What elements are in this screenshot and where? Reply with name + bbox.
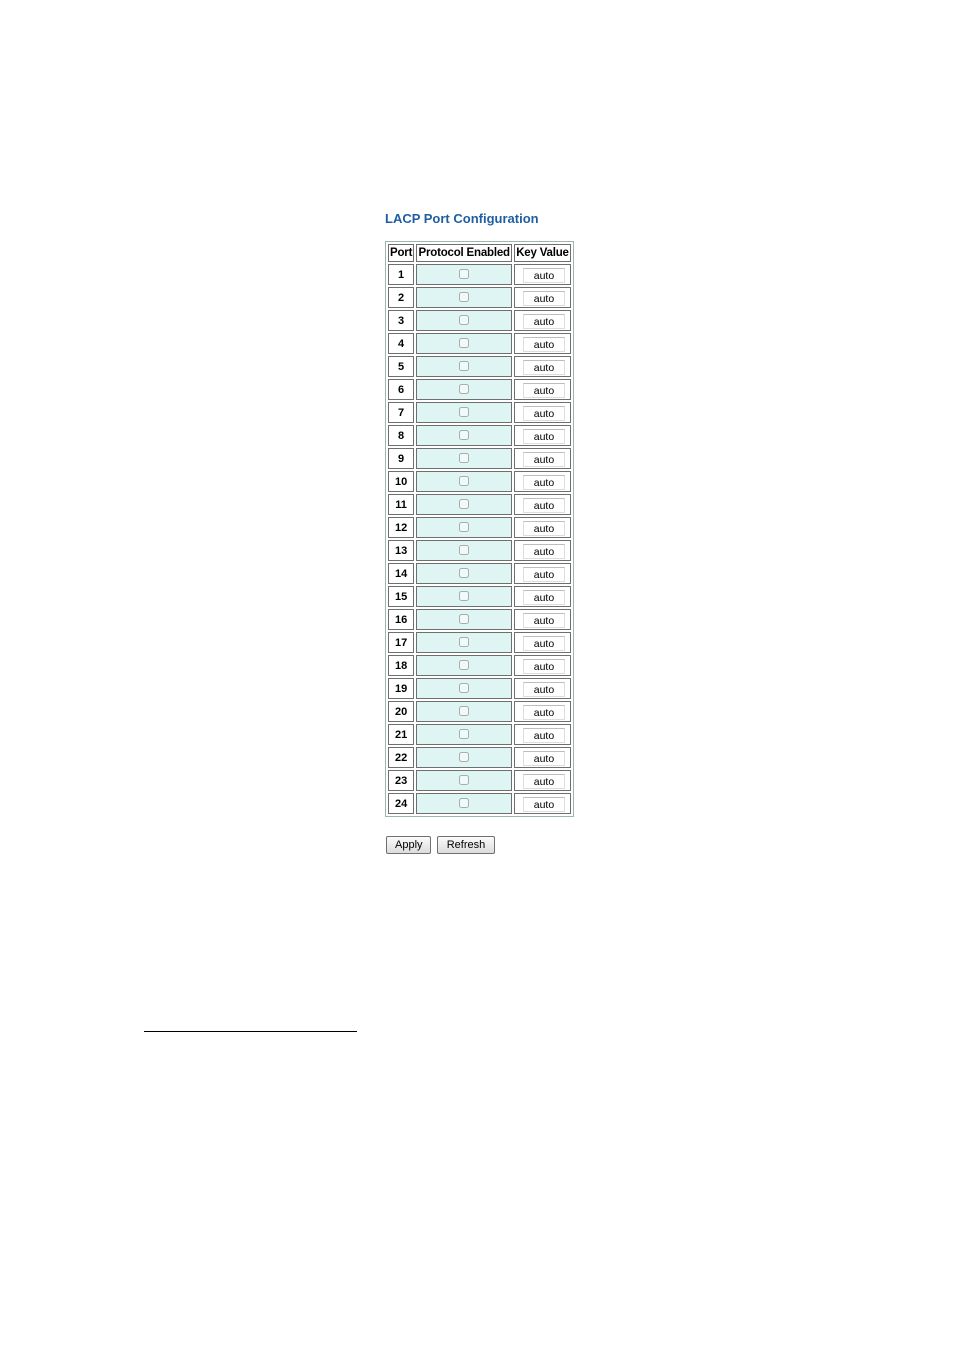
protocol-enabled-checkbox[interactable] <box>459 453 469 463</box>
port-number-cell: 24 <box>388 793 414 814</box>
refresh-button[interactable]: Refresh <box>437 836 495 854</box>
table-header-row <box>388 244 571 262</box>
protocol-enabled-cell <box>416 632 512 653</box>
key-value-input[interactable] <box>523 268 565 283</box>
port-number-cell: 5 <box>388 356 414 377</box>
key-value-input[interactable] <box>523 475 565 490</box>
protocol-enabled-checkbox[interactable] <box>459 384 469 394</box>
protocol-enabled-checkbox[interactable] <box>459 752 469 762</box>
protocol-enabled-checkbox[interactable] <box>459 637 469 647</box>
key-value-cell <box>514 724 571 745</box>
table-row <box>388 770 571 791</box>
key-value-cell <box>514 356 571 377</box>
key-value-cell <box>514 632 571 653</box>
protocol-enabled-checkbox[interactable] <box>459 269 469 279</box>
table-row <box>388 494 571 515</box>
table-body <box>388 264 571 814</box>
key-value-column-header: Key Value <box>514 244 571 262</box>
key-value-input[interactable] <box>523 383 565 398</box>
protocol-enabled-cell <box>416 379 512 400</box>
key-value-input[interactable] <box>523 682 565 697</box>
protocol-enabled-cell <box>416 402 512 423</box>
key-value-input[interactable] <box>523 636 565 651</box>
table-row <box>388 264 571 285</box>
key-value-cell <box>514 333 571 354</box>
port-number-cell: 13 <box>388 540 414 561</box>
protocol-enabled-checkbox[interactable] <box>459 476 469 486</box>
table-row <box>388 724 571 745</box>
key-value-input[interactable] <box>523 498 565 513</box>
table-row <box>388 356 571 377</box>
protocol-enabled-checkbox[interactable] <box>459 706 469 716</box>
key-value-input[interactable] <box>523 774 565 789</box>
protocol-enabled-cell <box>416 563 512 584</box>
protocol-enabled-checkbox[interactable] <box>459 568 469 578</box>
port-column-header: Port <box>388 244 414 262</box>
key-value-input[interactable] <box>523 360 565 375</box>
port-number-cell: 18 <box>388 655 414 676</box>
protocol-enabled-cell <box>416 609 512 630</box>
protocol-enabled-checkbox[interactable] <box>459 798 469 808</box>
key-value-cell <box>514 425 571 446</box>
protocol-enabled-checkbox[interactable] <box>459 338 469 348</box>
port-number-cell: 21 <box>388 724 414 745</box>
table-row <box>388 310 571 331</box>
port-number-cell: 16 <box>388 609 414 630</box>
key-value-cell <box>514 517 571 538</box>
port-number-cell: 6 <box>388 379 414 400</box>
key-value-input[interactable] <box>523 751 565 766</box>
key-value-cell <box>514 310 571 331</box>
key-value-cell <box>514 379 571 400</box>
table-row <box>388 425 571 446</box>
key-value-input[interactable] <box>523 429 565 444</box>
protocol-enabled-cell <box>416 678 512 699</box>
key-value-cell <box>514 655 571 676</box>
protocol-enabled-column-header: Protocol Enabled <box>416 244 512 262</box>
protocol-enabled-cell <box>416 425 512 446</box>
port-number-cell: 19 <box>388 678 414 699</box>
button-row <box>386 836 495 854</box>
table-row <box>388 586 571 607</box>
protocol-enabled-cell <box>416 747 512 768</box>
protocol-enabled-cell <box>416 701 512 722</box>
protocol-enabled-cell <box>416 793 512 814</box>
protocol-enabled-cell <box>416 287 512 308</box>
protocol-enabled-cell <box>416 655 512 676</box>
port-number-cell: 9 <box>388 448 414 469</box>
port-number-cell: 20 <box>388 701 414 722</box>
key-value-cell <box>514 264 571 285</box>
port-number-cell: 12 <box>388 517 414 538</box>
protocol-enabled-checkbox[interactable] <box>459 430 469 440</box>
table-row <box>388 402 571 423</box>
protocol-enabled-cell <box>416 333 512 354</box>
key-value-input[interactable] <box>523 659 565 674</box>
port-number-cell: 22 <box>388 747 414 768</box>
port-number-cell: 1 <box>388 264 414 285</box>
port-number-cell: 17 <box>388 632 414 653</box>
port-number-cell: 11 <box>388 494 414 515</box>
port-number-cell: 14 <box>388 563 414 584</box>
protocol-enabled-cell <box>416 586 512 607</box>
key-value-input[interactable] <box>523 337 565 352</box>
key-value-cell <box>514 701 571 722</box>
key-value-input[interactable] <box>523 613 565 628</box>
protocol-enabled-checkbox[interactable] <box>459 591 469 601</box>
table-row <box>388 701 571 722</box>
port-number-cell: 3 <box>388 310 414 331</box>
footnote-divider <box>144 1031 357 1032</box>
port-number-cell: 10 <box>388 471 414 492</box>
table-row <box>388 632 571 653</box>
key-value-cell <box>514 494 571 515</box>
table-row <box>388 540 571 561</box>
key-value-input[interactable] <box>523 797 565 812</box>
table-row <box>388 678 571 699</box>
key-value-input[interactable] <box>523 521 565 536</box>
lacp-port-table <box>385 241 574 817</box>
key-value-input[interactable] <box>523 728 565 743</box>
table-row <box>388 448 571 469</box>
table-row <box>388 517 571 538</box>
key-value-cell <box>514 563 571 584</box>
key-value-input[interactable] <box>523 567 565 582</box>
table-row <box>388 609 571 630</box>
key-value-cell <box>514 402 571 423</box>
key-value-cell <box>514 586 571 607</box>
protocol-enabled-checkbox[interactable] <box>459 614 469 624</box>
protocol-enabled-cell <box>416 724 512 745</box>
protocol-enabled-checkbox[interactable] <box>459 545 469 555</box>
port-number-cell: 8 <box>388 425 414 446</box>
table-row <box>388 747 571 768</box>
table-row <box>388 287 571 308</box>
table-row <box>388 563 571 584</box>
protocol-enabled-checkbox[interactable] <box>459 660 469 670</box>
protocol-enabled-checkbox[interactable] <box>459 315 469 325</box>
protocol-enabled-checkbox[interactable] <box>459 522 469 532</box>
key-value-cell <box>514 540 571 561</box>
protocol-enabled-checkbox[interactable] <box>459 407 469 417</box>
table-row <box>388 655 571 676</box>
port-number-cell: 4 <box>388 333 414 354</box>
port-number-cell: 15 <box>388 586 414 607</box>
key-value-cell <box>514 793 571 814</box>
table-row <box>388 379 571 400</box>
key-value-input[interactable] <box>523 705 565 720</box>
protocol-enabled-cell <box>416 448 512 469</box>
protocol-enabled-checkbox[interactable] <box>459 683 469 693</box>
table-row <box>388 471 571 492</box>
key-value-input[interactable] <box>523 291 565 306</box>
protocol-enabled-cell <box>416 494 512 515</box>
key-value-input[interactable] <box>523 590 565 605</box>
key-value-cell <box>514 471 571 492</box>
protocol-enabled-checkbox[interactable] <box>459 361 469 371</box>
apply-button[interactable]: Apply <box>386 836 431 854</box>
key-value-cell <box>514 678 571 699</box>
protocol-enabled-cell <box>416 517 512 538</box>
key-value-input[interactable] <box>523 314 565 329</box>
key-value-cell <box>514 609 571 630</box>
protocol-enabled-checkbox[interactable] <box>459 729 469 739</box>
protocol-enabled-cell <box>416 356 512 377</box>
key-value-cell <box>514 747 571 768</box>
key-value-cell <box>514 770 571 791</box>
protocol-enabled-checkbox[interactable] <box>459 292 469 302</box>
key-value-input[interactable] <box>523 406 565 421</box>
protocol-enabled-cell <box>416 310 512 331</box>
protocol-enabled-checkbox[interactable] <box>459 775 469 785</box>
port-number-cell: 7 <box>388 402 414 423</box>
protocol-enabled-checkbox[interactable] <box>459 499 469 509</box>
key-value-cell <box>514 448 571 469</box>
table-row <box>388 793 571 814</box>
key-value-cell <box>514 287 571 308</box>
protocol-enabled-cell <box>416 471 512 492</box>
key-value-input[interactable] <box>523 544 565 559</box>
page-title: LACP Port Configuration <box>385 211 539 226</box>
protocol-enabled-cell <box>416 770 512 791</box>
protocol-enabled-cell <box>416 540 512 561</box>
key-value-input[interactable] <box>523 452 565 467</box>
port-number-cell: 2 <box>388 287 414 308</box>
port-number-cell: 23 <box>388 770 414 791</box>
protocol-enabled-cell <box>416 264 512 285</box>
table-row <box>388 333 571 354</box>
